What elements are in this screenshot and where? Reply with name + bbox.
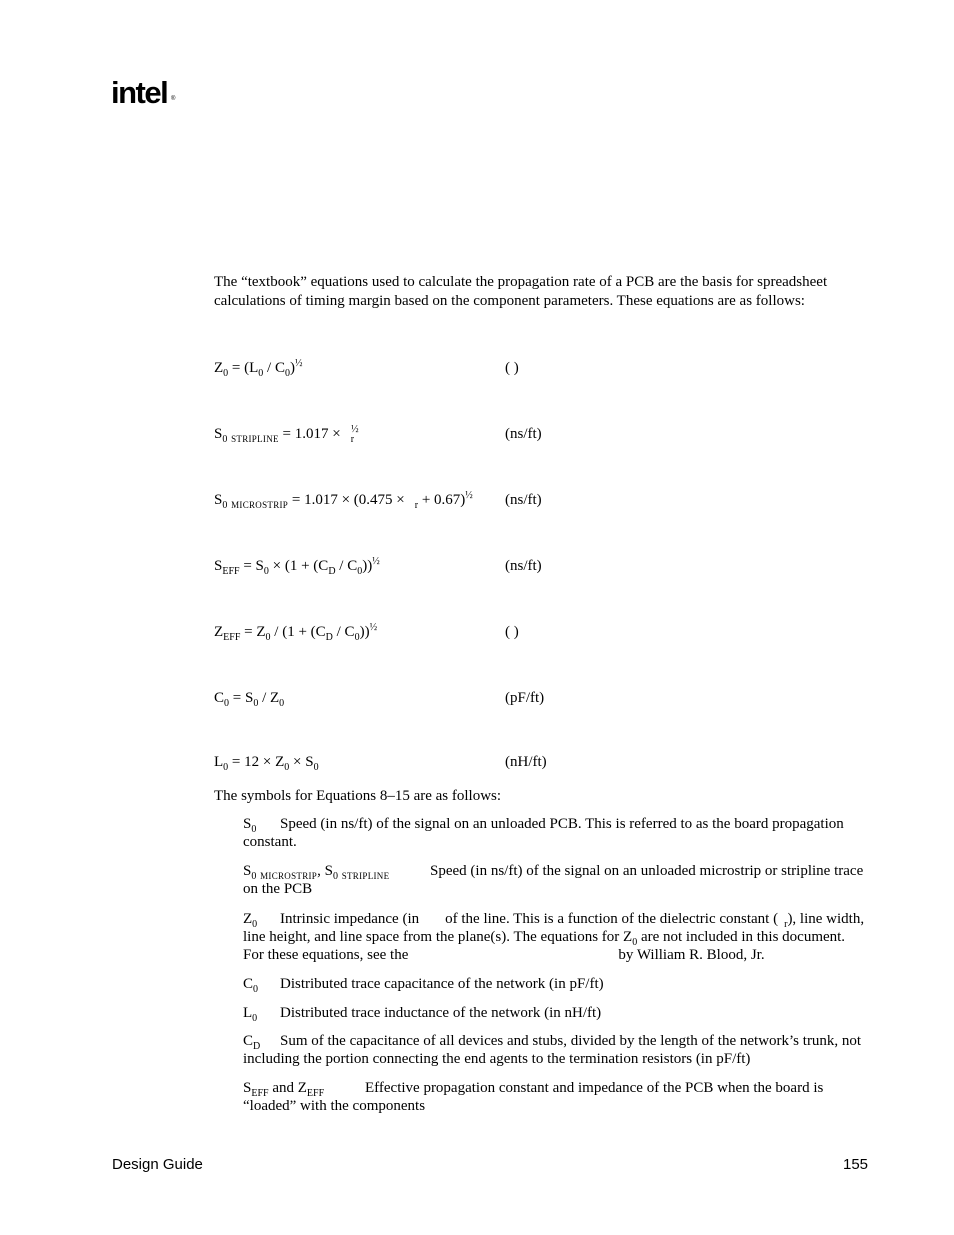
- equation-seff: $S_{EFF} = S_0 \times (1 + (C_D / C_0))^{\frac{1}{2}}$: [214, 556, 380, 577]
- intro-paragraph: The “textbook” equations used to calculate the propagation rate of a PCB are the basis for spreadsheet calculations of timing margin based on the component parameters. These equations are as follows:: [214, 274, 828, 309]
- logo-text: intel: [111, 75, 168, 110]
- symbols-heading: The symbols for Equations 8–15 are as follows:: [214, 788, 502, 804]
- equation-z0: $Z_0 = (L_0 / C_0)^{\frac{1}{2}}$: [214, 358, 303, 379]
- definition-z0: $Z_0$ Intrinsic impedance (in of the line. This is a function of the dielectric constant ( $_r$), line width, line height, and line space from the plane(s). The equations for $Z_0$ are not included in this document. For these equations, see the by William R. Blood, Jr.: [243, 911, 865, 963]
- equation-s0-stripline: $S_0$ $_{STRIPLINE}$ = 1.017 × $_r^{\frac{1}{2}}$: [214, 424, 359, 445]
- equation-s0-microstrip: $S_0$ $_{MICROSTRIP} = 1.017 \times (0.475 \times _r + 0.67)^{\frac{1}{2}}$: [214, 490, 473, 511]
- definition-cd: $C_D$ Sum of the capacitance of all devices and stubs, divided by the length of the network’s trunk, not including the portion connecting the end agents to the termination resistors (in pF/ft): [243, 1033, 862, 1067]
- footer-page-number: 155: [843, 1156, 869, 1173]
- definition-seff-zeff: $S_{EFF}$ and $Z_{EFF}$ Effective propagation constant and impedance of the PCB when the board is “loaded” with the components: [243, 1080, 824, 1114]
- unit-eq7: (nH/ft): [505, 754, 547, 770]
- equation-c0: $C_0 = S_0 / Z_0$: [214, 690, 285, 709]
- equation-zeff: $Z_{EFF} = Z_0 / (1 + (C_D / C_0))^{\frac{1}{2}}$: [214, 622, 378, 643]
- definition-s0-microstrip-stripline: $S_0$ $_{MICROSTRIP}$, $S_0$ $_{STRIPLINE}$ Speed (in ns/ft) of the signal on an unloaded microstrip or stripline trace on the PCB: [243, 863, 864, 897]
- unit-eq6: (pF/ft): [505, 690, 545, 706]
- registered-mark: ®: [171, 96, 176, 102]
- unit-eq2: (ns/ft): [505, 426, 542, 442]
- unit-eq4: (ns/ft): [505, 558, 542, 574]
- equation-l0: $L_0 = 12 \times Z_0 \times S_0$: [214, 754, 319, 773]
- intel-logo: [111, 75, 183, 118]
- unit-eq3: (ns/ft): [505, 492, 542, 508]
- definition-c0: $C_0$ Distributed trace capacitance of the network (in pF/ft): [243, 976, 604, 995]
- definition-s0: $S_0$ Speed (in ns/ft) of the signal on an unloaded PCB. This is referred to as the board propagation constant.: [243, 816, 844, 850]
- unit-eq5: ( ): [505, 624, 519, 640]
- footer-document-title: Design Guide: [112, 1156, 203, 1173]
- definition-l0: $L_0$ Distributed trace inductance of the network (in nH/ft): [243, 1005, 602, 1024]
- unit-eq1: ( ): [505, 360, 519, 376]
